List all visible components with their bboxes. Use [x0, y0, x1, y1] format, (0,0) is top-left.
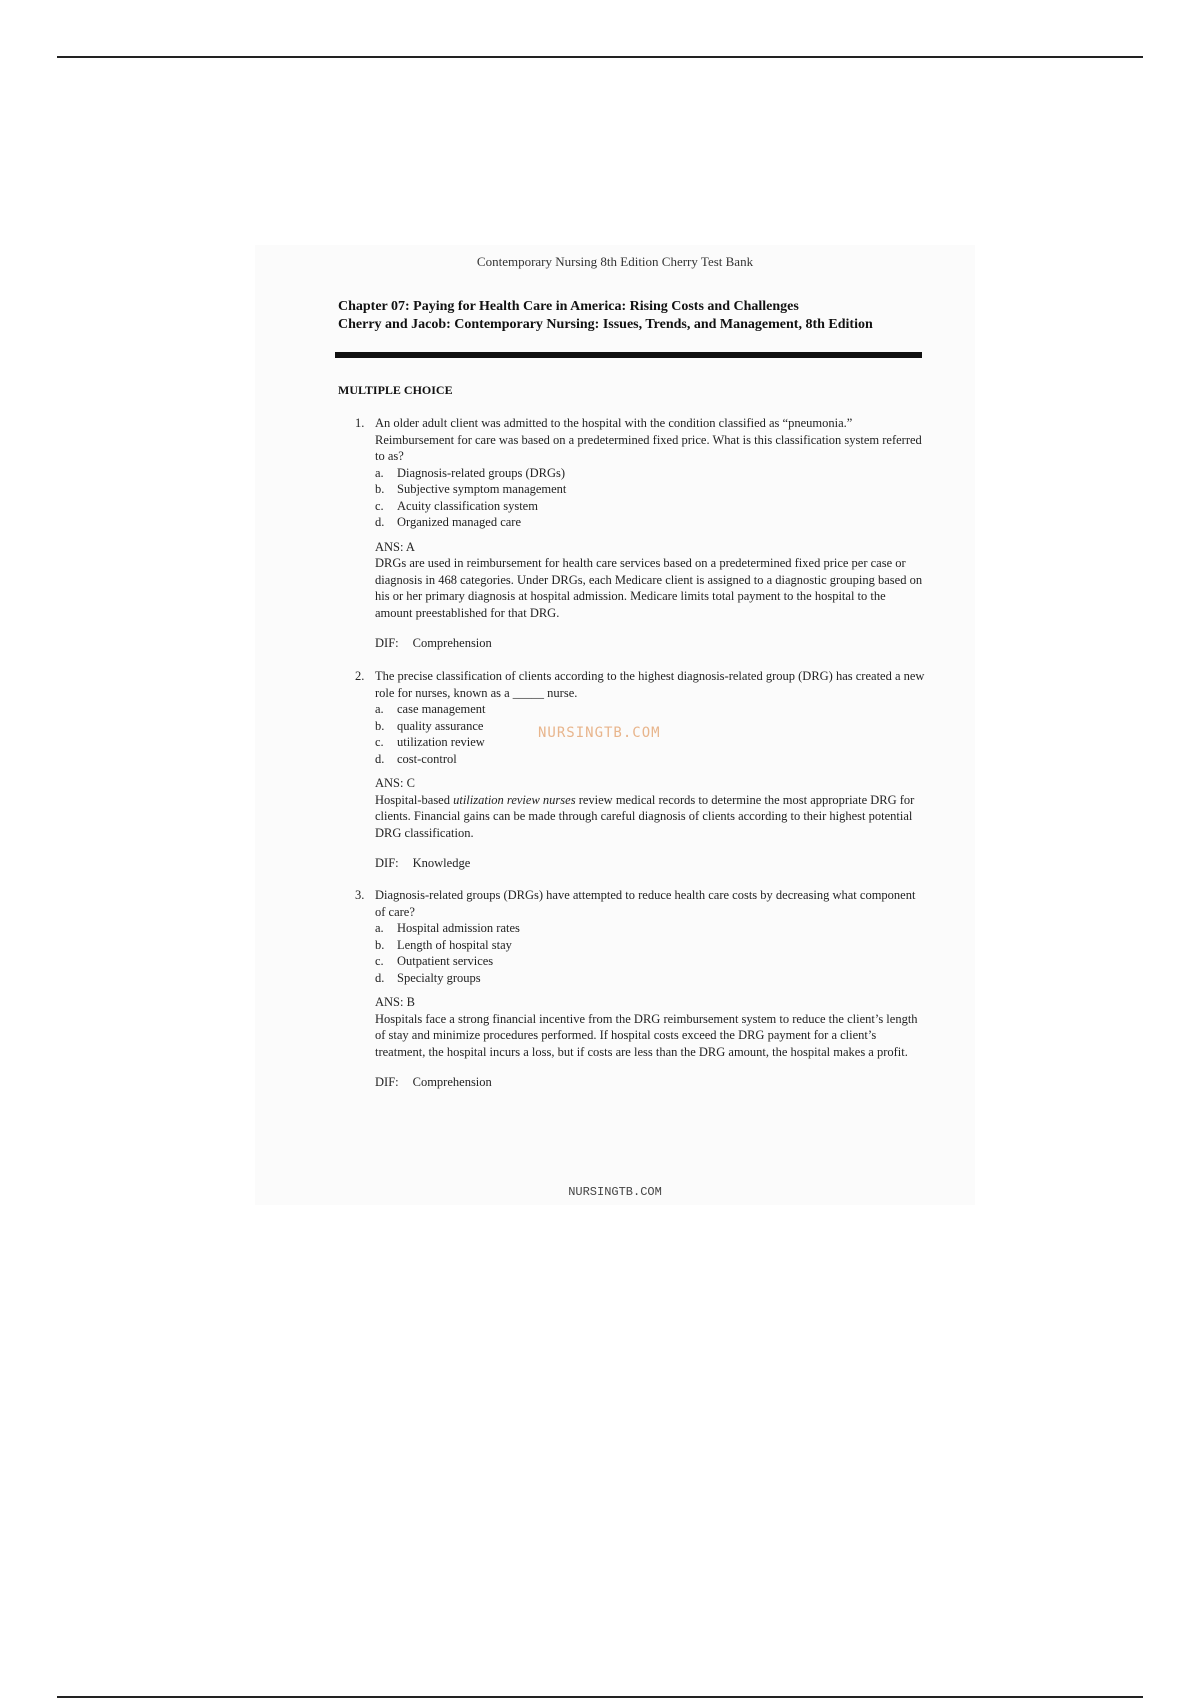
- question-1: [355, 415, 925, 652]
- option-letter: a.: [375, 702, 384, 716]
- question-3: [355, 887, 925, 1091]
- option-letter: b.: [375, 718, 385, 733]
- option-text: Subjective symptom management: [397, 482, 567, 496]
- option-b: [375, 937, 925, 954]
- question-number: 2.: [355, 669, 365, 683]
- watermark-text: NURSINGTB.COM: [538, 725, 661, 741]
- option-text: Hospital admission rates: [397, 921, 520, 935]
- difficulty-value: Comprehension: [412, 636, 492, 650]
- rationale: DRGs are used in reimbursement for health care services based on a predetermined fixed price per case or diagnosis in 468 categories. Under DRGs, each Medicare client is assigned to a diagnostic grouping based on his or her primary diagnosis at hospital admission. Medicare limits total payment to the hospital to the amount preestablished for that DRG.: [375, 556, 923, 620]
- question-number: 1.: [355, 416, 365, 430]
- option-a: [375, 920, 925, 937]
- option-text: cost-control: [397, 751, 457, 766]
- running-head: Contemporary Nursing 8th Edition Cherry Test Bank: [476, 254, 754, 269]
- option-letter: d.: [375, 751, 385, 766]
- option-text: utilization review: [397, 735, 485, 749]
- difficulty-label: DIF:: [375, 1075, 399, 1089]
- option-a: [375, 701, 925, 718]
- document-page: [255, 245, 975, 1205]
- section-heading: MULTIPLE CHOICE: [338, 383, 453, 397]
- answer-key: ANS: A: [375, 539, 415, 554]
- difficulty-label: DIF:: [375, 856, 399, 870]
- answer-key: ANS: C: [375, 776, 415, 790]
- question-stem: [355, 668, 925, 701]
- option-letter: d.: [375, 970, 385, 985]
- question-2: [355, 668, 925, 872]
- options-list: [355, 465, 925, 531]
- option-text: Organized managed care: [397, 515, 522, 529]
- option-letter: c.: [375, 954, 384, 968]
- chapter-rule: [335, 352, 922, 358]
- option-text: Outpatient services: [397, 954, 494, 968]
- option-letter: c.: [375, 735, 384, 749]
- option-text: quality assurance: [397, 718, 484, 733]
- option-letter: a.: [375, 465, 384, 480]
- rationale-emphasis: utilization review nurses: [453, 792, 576, 807]
- rationale-part: review medical records to determine the most appropriate DRG for clients. Financial gains can be made through careful diagnosis of clients according to their highest potential DRG classification.: [375, 792, 915, 840]
- option-a: [375, 465, 925, 482]
- option-text: Diagnosis-related groups (DRGs): [397, 465, 566, 480]
- option-c: [375, 953, 925, 970]
- option-letter: a.: [375, 921, 384, 935]
- rationale: [355, 792, 925, 842]
- option-text: case management: [397, 702, 486, 716]
- difficulty: [355, 635, 925, 652]
- chapter-title-line-1: Chapter 07: Paying for Health Care in America: Rising Costs and Challenges: [338, 299, 799, 314]
- chapter-title-line-2: Cherry and Jacob: Contemporary Nursing: Issues, Trends, and Management, 8th Edition: [338, 317, 873, 332]
- option-letter: b.: [375, 482, 385, 496]
- difficulty-value: Knowledge: [412, 856, 471, 870]
- chapter-title: [338, 298, 918, 334]
- question-text: The precise classification of clients according to the highest diagnosis-related group (DRG) has created a new role for nurses, known as a _____ nurse.: [375, 669, 925, 700]
- option-letter: b.: [375, 937, 385, 952]
- option-text: Acuity classification system: [397, 498, 538, 513]
- difficulty-label: DIF:: [375, 636, 399, 650]
- question-text: Diagnosis-related groups (DRGs) have attempted to reduce health care costs by decreasing what component of care?: [375, 888, 916, 919]
- option-c: [375, 498, 925, 515]
- option-letter: d.: [375, 515, 385, 529]
- question-number: 3.: [355, 888, 365, 902]
- option-b: [375, 481, 925, 498]
- difficulty-value: Comprehension: [412, 1075, 492, 1089]
- rationale: Hospitals face a strong financial incentive from the DRG reimbursement system to reduce the client’s length of stay and minimize procedures performed. If hospital costs exceed the DRG payment for a client’s treatment, the hospital incurs a loss, but if costs are less than the DRG amount, the hospital makes a profit.: [375, 1011, 918, 1059]
- page-footer: NURSINGTB.COM: [568, 1185, 662, 1199]
- difficulty: [355, 1074, 925, 1091]
- question-stem: [355, 887, 925, 920]
- question-text: An older adult client was admitted to the hospital with the condition classified as “pneumonia.” Reimbursement for care was based on a predetermined fixed price. What is this classification system referred to as?: [375, 416, 922, 463]
- rationale-part: Hospital-based: [375, 792, 454, 807]
- option-d: [375, 970, 925, 987]
- option-d: [375, 751, 925, 768]
- bottom-divider: [57, 1696, 1143, 1698]
- option-text: Length of hospital stay: [397, 937, 512, 952]
- option-letter: c.: [375, 498, 384, 513]
- question-stem: [355, 415, 925, 465]
- option-text: Specialty groups: [397, 970, 481, 985]
- difficulty: [355, 855, 925, 872]
- top-divider: [57, 56, 1143, 58]
- option-d: [375, 514, 925, 531]
- options-list: [355, 920, 925, 986]
- answer-key: ANS: B: [375, 995, 415, 1009]
